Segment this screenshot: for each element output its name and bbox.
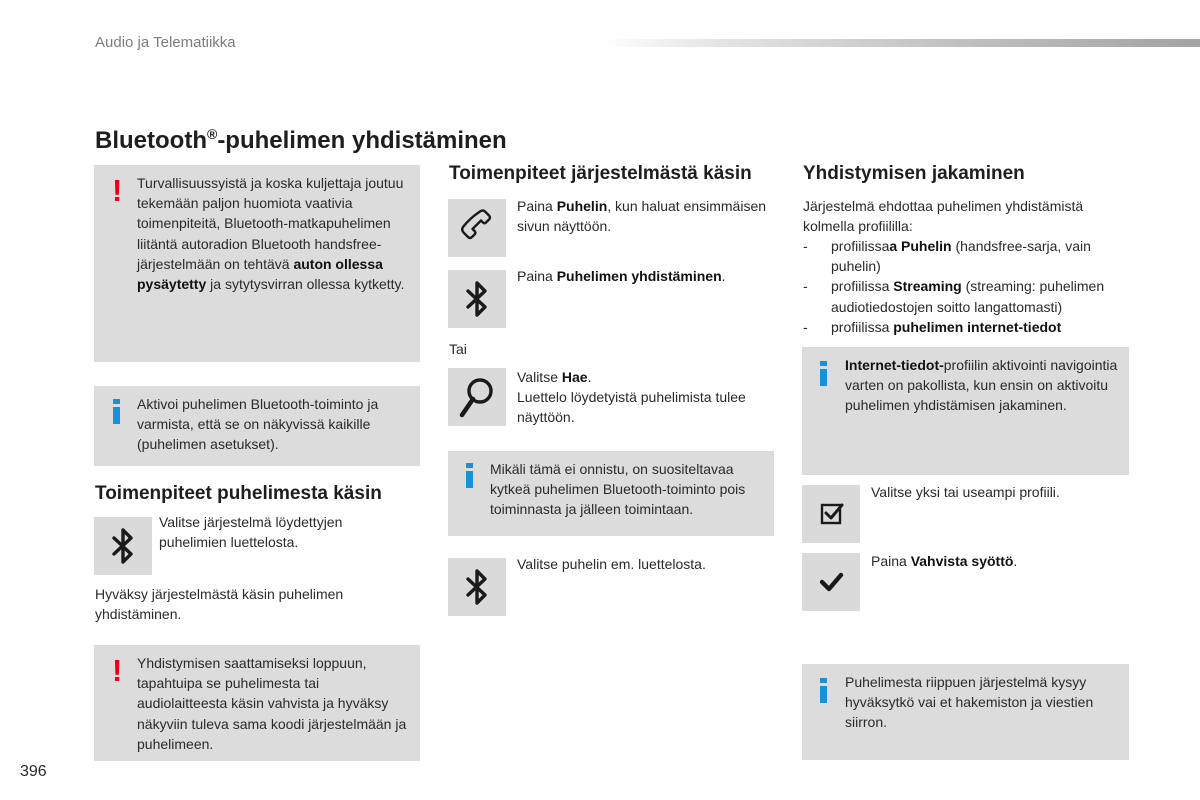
list-item: - profiilissaa Puhelin (handsfree-sarja, vain puhelin) (803, 238, 1091, 275)
confirm-button[interactable] (802, 553, 860, 611)
step-text: Paina Puhelimen yhdistäminen. (517, 268, 726, 284)
info-box-internet-data (802, 347, 1129, 475)
checkbox-icon (802, 485, 860, 543)
step-text: Paina Puhelin, kun haluat ensimmäisen sivun näyttöön. (517, 198, 767, 235)
step-text: Valitse Hae. Luettelo löydetyistä puhelimista tulee näyttöön. (517, 369, 746, 426)
list-item: - profiilissa Streaming (streaming: puhelimen audiotiedostojen soitto langattomasti) (803, 278, 1105, 315)
warning-icon: ! (112, 653, 123, 688)
info-text: Aktivoi puhelimen Bluetooth-toiminto ja varmista, että se on näkyvissä kaikille (puhelimen asetukset). (137, 396, 379, 453)
page-title-main: Bluetooth (95, 127, 207, 154)
info-text: Internet-tiedot-profiilin aktivointi navigointia varten on pakollista, kun ensin on aktivoitu puhelimen yhdistämisen jakaminen. (845, 357, 1118, 414)
step-text: Valitse yksi tai useampi profiili. (871, 484, 1060, 500)
warning-icon: ! (112, 173, 123, 208)
section-heading-phone: Toimenpiteet puhelimesta käsin (95, 483, 382, 504)
header-divider (600, 39, 1200, 47)
page-number: 396 (20, 763, 47, 780)
warning-box-safety (94, 165, 420, 362)
search-icon (448, 368, 506, 426)
or-label: Tai (449, 341, 467, 357)
profiles-intro: Järjestelmä ehdottaa puhelimen yhdistämistä kolmella profiililla: (803, 198, 1084, 235)
warning-box-pairing (94, 645, 420, 761)
warning-text: Yhdistymisen saattamiseksi loppuun, tapahtuipa se puhelimesta tai audiolaitteesta käsin vahvista ja hyväksy näkyviin tuleva sama koodi järjestelmään ja puhelimeen. (137, 655, 407, 752)
list-item: - profiilissa puhelimen internet-tiedot (803, 318, 1062, 335)
bluetooth-icon (94, 517, 152, 575)
page-title-rest: -puhelimen yhdistäminen (217, 127, 507, 154)
warning-text: Turvallisuussyistä ja koska kuljettaja joutuu tekemään paljon huomiota vaativia toimenpiteitä, Bluetooth-matkapuhelimen liitäntä autoradion Bluetooth handsfree-järjestelmään on tehtävä auton ollessa pysäytetty ja sytytysvirran ollessa kytketty. (137, 175, 405, 293)
check-icon (802, 553, 860, 611)
info-box-activate-bluetooth (94, 386, 420, 466)
page-title (95, 126, 507, 155)
profile-checkbox-button[interactable] (802, 485, 860, 543)
profile-list (803, 236, 1138, 337)
info-box-retry (448, 451, 774, 536)
bluetooth-button[interactable] (448, 558, 506, 616)
step-text: Paina Vahvista syöttö. (871, 553, 1018, 569)
phone-handset-icon (448, 199, 506, 257)
accept-text: Hyväksy järjestelmästä käsin puhelimen yhdistäminen. (95, 586, 344, 623)
step-text: Valitse puhelin em. luettelosta. (517, 556, 706, 572)
bluetooth-button[interactable] (448, 270, 506, 328)
registered-mark: ® (206, 126, 218, 142)
bluetooth-icon (448, 270, 506, 328)
search-button[interactable] (448, 368, 506, 426)
info-text: Mikäli tämä ei onnistu, on suositeltavaa kytkeä puhelimen Bluetooth-toiminto pois toiminnasta ja jälleen toimintaan. (490, 461, 746, 518)
section-heading-system: Toimenpiteet järjestelmästä käsin (449, 163, 752, 184)
phone-button[interactable] (448, 199, 506, 257)
bluetooth-button[interactable] (94, 517, 152, 575)
bluetooth-icon (448, 558, 506, 616)
info-box-transfer (802, 664, 1129, 760)
section-heading-sharing: Yhdistymisen jakaminen (803, 163, 1025, 184)
section-label: Audio ja Telematiikka (95, 34, 236, 51)
info-text: Puhelimesta riippuen järjestelmä kysyy hyväksytkö vai et hakemiston ja viestien siirron. (845, 674, 1094, 731)
step-text: Valitse järjestelmä löydettyjen puhelimien luettelosta. (159, 514, 343, 551)
